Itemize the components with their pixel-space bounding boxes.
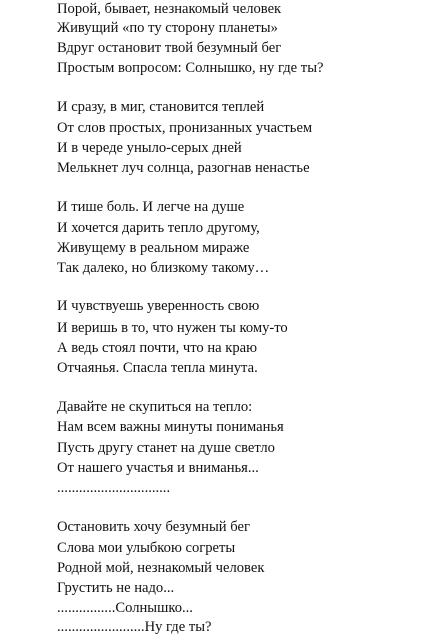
- poem-line: И хочется дарить тепло другому,: [57, 220, 260, 236]
- poem-line: И веришь в то, что нужен ты кому-то: [57, 320, 288, 336]
- poem-line: ........................Ну где ты?: [57, 619, 212, 635]
- poem-line: Мелькнет луч солнца, разогнав ненастье: [57, 160, 310, 176]
- poem-line: ................Солнышко...: [57, 600, 193, 616]
- poem-line: Остановить хочу безумный бег: [57, 519, 250, 535]
- poem-line: Родной мой, незнакомый человек: [57, 560, 265, 576]
- poem-line: От слов простых, пронизанных участьем: [57, 120, 313, 136]
- poem-line: Грустить не надо...: [57, 580, 175, 596]
- poem-line: И в череде уныло-серых дней: [57, 140, 242, 156]
- poem-line: ...............................: [57, 480, 171, 496]
- poem-line: Порой, бывает, незнакомый человек: [57, 1, 282, 17]
- poem-line: Слова мои улыбкою согреты: [57, 540, 236, 556]
- poem-line: Так далеко, но близкому такому…: [57, 260, 270, 276]
- poem-line: Нам всем важны минуты пониманья: [57, 419, 284, 435]
- poem-line: Простым вопросом: Солнышко, ну где ты?: [57, 60, 324, 76]
- poem-line: Живущему в реальном мираже: [57, 240, 250, 256]
- poem-line: Живущий «по ту сторону планеты»: [57, 20, 278, 36]
- poem-line: И тише боль. И легче на душе: [57, 199, 245, 215]
- poem-line: И чувствуешь уверенность свою: [57, 298, 260, 314]
- poem-line: Отчаянья. Спасла тепла минута.: [57, 360, 258, 376]
- poem-line: Давайте не скупиться на тепло:: [57, 399, 253, 415]
- poem-line: Вдруг остановит твой безумный бег: [57, 40, 282, 56]
- poem-line: А ведь стоял почти, что на краю: [57, 340, 258, 356]
- poem-line: От нашего участья и вниманья...: [57, 460, 259, 476]
- poem-line: И сразу, в миг, становится теплей: [57, 99, 265, 115]
- poem-line: Пусть другу станет на душе светло: [57, 440, 275, 456]
